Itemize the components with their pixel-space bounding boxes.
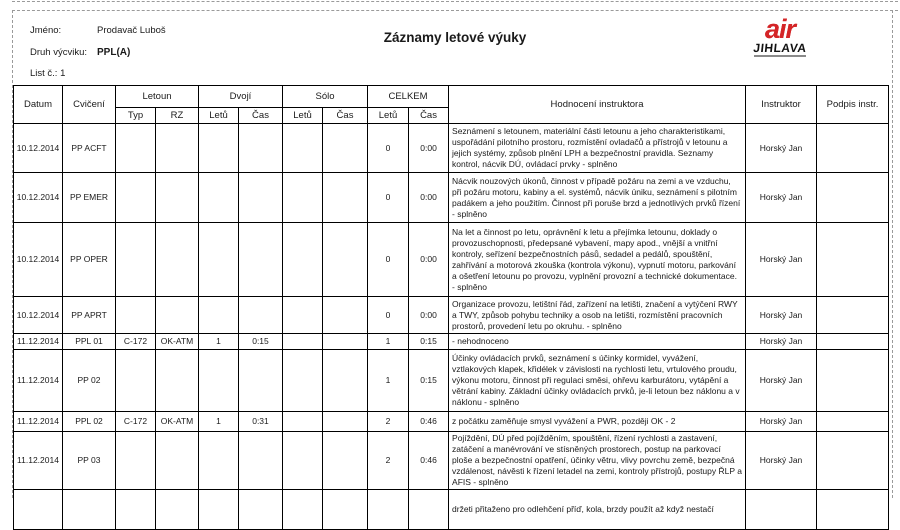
header-cviceni: Cvičení (63, 86, 116, 124)
header-solo: Sólo (283, 86, 368, 108)
cell-instruktor: Horský Jan (746, 297, 817, 334)
training-type-value: PPL(A) (97, 47, 131, 58)
header-celkem: CELKEM (368, 86, 449, 108)
cell-cviceni: PPL 02 (63, 412, 116, 432)
table-row (14, 350, 889, 412)
cell-rz (156, 173, 199, 223)
cell-typ (116, 124, 156, 173)
cell-hodnoceni: Seznámení s letounem, materiální části letounu a jeho charakteristikami, uspořádání pilotního prostoru, rozmístění ovladačů a přístrojů v letounu a jejich systémy, způsob plnění LPH a bezpečnostní pravidla. Seznamy kontrol, nácvik DÚ, ovládací prvky - splněno (449, 124, 746, 173)
cell-instruktor: Horský Jan (746, 223, 817, 297)
cell-typ (116, 223, 156, 297)
cell-dvoji-letu (199, 223, 239, 297)
cell-solo-letu (283, 124, 323, 173)
table-row (14, 223, 889, 297)
cell-celkem-cas (409, 490, 449, 530)
cell-celkem-cas: 0:15 (409, 334, 449, 350)
cell-dvoji-letu (199, 432, 239, 490)
name-value: Prodavač Luboš (97, 25, 166, 36)
flight-record-table (13, 85, 889, 530)
cell-celkem-cas: 0:00 (409, 223, 449, 297)
cell-typ (116, 297, 156, 334)
header-solo-letu: Letů (283, 108, 323, 124)
cell-solo-cas (323, 432, 368, 490)
page-break-line-top (12, 10, 898, 11)
cell-solo-cas (323, 490, 368, 530)
cell-dvoji-cas (239, 297, 283, 334)
cell-datum: 11.12.2014 (14, 334, 63, 350)
cell-solo-cas (323, 297, 368, 334)
cell-dvoji-cas: 0:31 (239, 412, 283, 432)
cell-hodnoceni: držeti přitaženo pro odlehčení příď, kola, brzdy použít až když nestačí (449, 490, 746, 530)
cell-solo-cas (323, 223, 368, 297)
cell-rz (156, 490, 199, 530)
cell-cviceni: PP ACFT (63, 124, 116, 173)
cell-typ: C-172 (116, 334, 156, 350)
cell-celkem-cas: 0:46 (409, 412, 449, 432)
cell-rz (156, 124, 199, 173)
cell-datum: 11.12.2014 (14, 350, 63, 412)
cell-cviceni: PP 02 (63, 350, 116, 412)
cell-celkem-letu: 0 (368, 173, 409, 223)
cell-rz (156, 297, 199, 334)
cell-podpis (817, 124, 889, 173)
cell-instruktor: Horský Jan (746, 412, 817, 432)
cell-podpis (817, 490, 889, 530)
cell-dvoji-letu (199, 490, 239, 530)
page-title: Záznamy letové výuky (383, 30, 527, 45)
cell-celkem-letu: 2 (368, 412, 409, 432)
cell-cviceni: PP EMER (63, 173, 116, 223)
cell-datum (14, 490, 63, 530)
header-instruktor: Instruktor (746, 86, 817, 124)
header-rz: RZ (156, 108, 199, 124)
sheet-number: List č.: 1 (30, 68, 66, 79)
cell-dvoji-cas: 0:15 (239, 334, 283, 350)
cell-solo-letu (283, 412, 323, 432)
logo-air-wordmark: air (750, 16, 810, 42)
cell-celkem-letu: 0 (368, 124, 409, 173)
cell-dvoji-cas (239, 350, 283, 412)
header-dvoji-cas: Čas (239, 108, 283, 124)
table-row (14, 490, 889, 530)
cell-datum: 10.12.2014 (14, 124, 63, 173)
air-jihlava-logo (750, 16, 810, 57)
cell-typ (116, 432, 156, 490)
cell-cviceni: PP 03 (63, 432, 116, 490)
table-row (14, 297, 889, 334)
cell-instruktor: Horský Jan (746, 350, 817, 412)
cell-dvoji-cas (239, 124, 283, 173)
cell-hodnoceni: z počátku zaměňuje smysl vyvážení a PWR, později OK - 2 (449, 412, 746, 432)
cell-solo-cas (323, 124, 368, 173)
table-body (14, 124, 889, 530)
cell-dvoji-letu (199, 124, 239, 173)
cell-dvoji-cas (239, 432, 283, 490)
header-typ: Typ (116, 108, 156, 124)
cell-celkem-cas: 0:00 (409, 173, 449, 223)
cell-podpis (817, 297, 889, 334)
header-datum: Datum (14, 86, 63, 124)
header-podpis: Podpis instr. (817, 86, 889, 124)
cell-solo-letu (283, 350, 323, 412)
header-celkem-letu: Letů (368, 108, 409, 124)
cell-podpis (817, 432, 889, 490)
cell-solo-letu (283, 334, 323, 350)
cell-rz (156, 350, 199, 412)
cell-solo-cas (323, 350, 368, 412)
cell-solo-letu (283, 432, 323, 490)
cell-celkem-cas: 0:46 (409, 432, 449, 490)
cell-dvoji-cas (239, 173, 283, 223)
cell-instruktor: Horský Jan (746, 334, 817, 350)
table-row (14, 173, 889, 223)
cell-cviceni (63, 490, 116, 530)
cell-dvoji-letu: 1 (199, 412, 239, 432)
cell-dvoji-cas (239, 223, 283, 297)
cell-celkem-cas: 0:15 (409, 350, 449, 412)
table-row (14, 334, 889, 350)
cell-instruktor: Horský Jan (746, 432, 817, 490)
cell-typ (116, 173, 156, 223)
page-break-line-right (892, 10, 893, 498)
cell-datum: 11.12.2014 (14, 412, 63, 432)
cell-hodnoceni: Pojíždění, DÚ před pojížděním, spouštění, řízení rychlosti a zastavení, zatáčení a manévrování ve stísněných prostorech, postup na parkovací ploše a bezpečnostní opatření, účinky větru, vlivy povrchu země, bezpečná vzdálenost, návěsti k řízení letadel na zemi, kontroly přístrojů, postupy ŘLP a AFIS - splněno (449, 432, 746, 490)
cell-instruktor: Horský Jan (746, 124, 817, 173)
cell-rz (156, 223, 199, 297)
cell-solo-letu (283, 297, 323, 334)
cell-celkem-letu: 1 (368, 350, 409, 412)
cell-cviceni: PP OPER (63, 223, 116, 297)
cell-solo-letu (283, 223, 323, 297)
header-dvoji: Dvojí (199, 86, 283, 108)
cell-podpis (817, 350, 889, 412)
cell-hodnoceni: Na let a činnost po letu, oprávnění k letu a přejímka letounu, doklady o provozuschopnosti, předepsané vybavení, mapy apod., vnější a vnitřní kontroly, seřízení bezpečnostních pásů, sedadel a pedálů, spouštění, zahřívání a motorová zkouška (kontrola výkonu), vypnutí motoru, parkování a ošetření letounu po provozu, vyplnění provozní a technické dokumentace. - splněno (449, 223, 746, 297)
cell-dvoji-letu (199, 173, 239, 223)
cell-dvoji-letu (199, 297, 239, 334)
cell-dvoji-cas (239, 490, 283, 530)
cell-hodnoceni: Organizace provozu, letištní řád, zařízení na letišti, značení a vytýčení RWY a TWY, způsob pohybu techniky a osob na letišti, rozmístění pracovních prostorů, provedení letu po okruhu. - splněno (449, 297, 746, 334)
cell-celkem-cas: 0:00 (409, 297, 449, 334)
header-solo-cas: Čas (323, 108, 368, 124)
cell-celkem-cas: 0:00 (409, 124, 449, 173)
cell-typ (116, 490, 156, 530)
header-celkem-cas: Čas (409, 108, 449, 124)
cell-hodnoceni: - nehodnoceno (449, 334, 746, 350)
header-hodnoceni: Hodnocení instruktora (449, 86, 746, 124)
cell-typ (116, 350, 156, 412)
cell-instruktor (746, 490, 817, 530)
cell-celkem-letu: 1 (368, 334, 409, 350)
header-dvoji-letu: Letů (199, 108, 239, 124)
cell-rz (156, 432, 199, 490)
cell-podpis (817, 412, 889, 432)
cell-datum: 10.12.2014 (14, 297, 63, 334)
cell-solo-cas (323, 412, 368, 432)
cell-celkem-letu: 0 (368, 297, 409, 334)
page-break-line-top-outer (12, 1, 898, 2)
cell-datum: 10.12.2014 (14, 173, 63, 223)
cell-solo-letu (283, 490, 323, 530)
cell-celkem-letu (368, 490, 409, 530)
cell-typ: C-172 (116, 412, 156, 432)
cell-solo-cas (323, 173, 368, 223)
cell-rz: OK-ATM (156, 412, 199, 432)
table-header (14, 86, 889, 124)
cell-solo-letu (283, 173, 323, 223)
cell-podpis (817, 223, 889, 297)
cell-hodnoceni: Účinky ovládacích prvků, seznámení s účinky kormidel, vyvážení, vztlakových klapek, křidélek v závislosti na rychlosti letu, vrtulového proudu, výkonu motoru, činnost při regulaci směsi, ohřevu karburátoru, vytápění a větrání kabiny. Základní účinky ovládacích prvků, je-li letoun bez náklonu a v náklonu - splněno (449, 350, 746, 412)
cell-dvoji-letu: 1 (199, 334, 239, 350)
cell-datum: 11.12.2014 (14, 432, 63, 490)
cell-datum: 10.12.2014 (14, 223, 63, 297)
cell-cviceni: PPL 01 (63, 334, 116, 350)
cell-solo-cas (323, 334, 368, 350)
cell-rz: OK-ATM (156, 334, 199, 350)
header-letoun: Letoun (116, 86, 199, 108)
table-row (14, 432, 889, 490)
cell-podpis (817, 334, 889, 350)
cell-dvoji-letu (199, 350, 239, 412)
table-row (14, 124, 889, 173)
cell-celkem-letu: 2 (368, 432, 409, 490)
cell-cviceni: PP APRT (63, 297, 116, 334)
logo-subtext-bar (754, 55, 806, 57)
training-type-label: Druh výcviku: (30, 47, 88, 58)
cell-instruktor: Horský Jan (746, 173, 817, 223)
cell-celkem-letu: 0 (368, 223, 409, 297)
cell-podpis (817, 173, 889, 223)
logo-jihlava-wordmark: JIHLAVA (752, 41, 808, 55)
table-row (14, 412, 889, 432)
cell-hodnoceni: Nácvik nouzových úkonů, činnost v případě požáru na zemi a ve vzduchu, při požáru motoru, kabiny a el. systémů, nácvik úniku, seznámení s pilotním padákem a jeho použitím. Činnost při poruše brzd a jednotlivých prvků řízení - splněno (449, 173, 746, 223)
name-label: Jméno: (30, 25, 62, 36)
